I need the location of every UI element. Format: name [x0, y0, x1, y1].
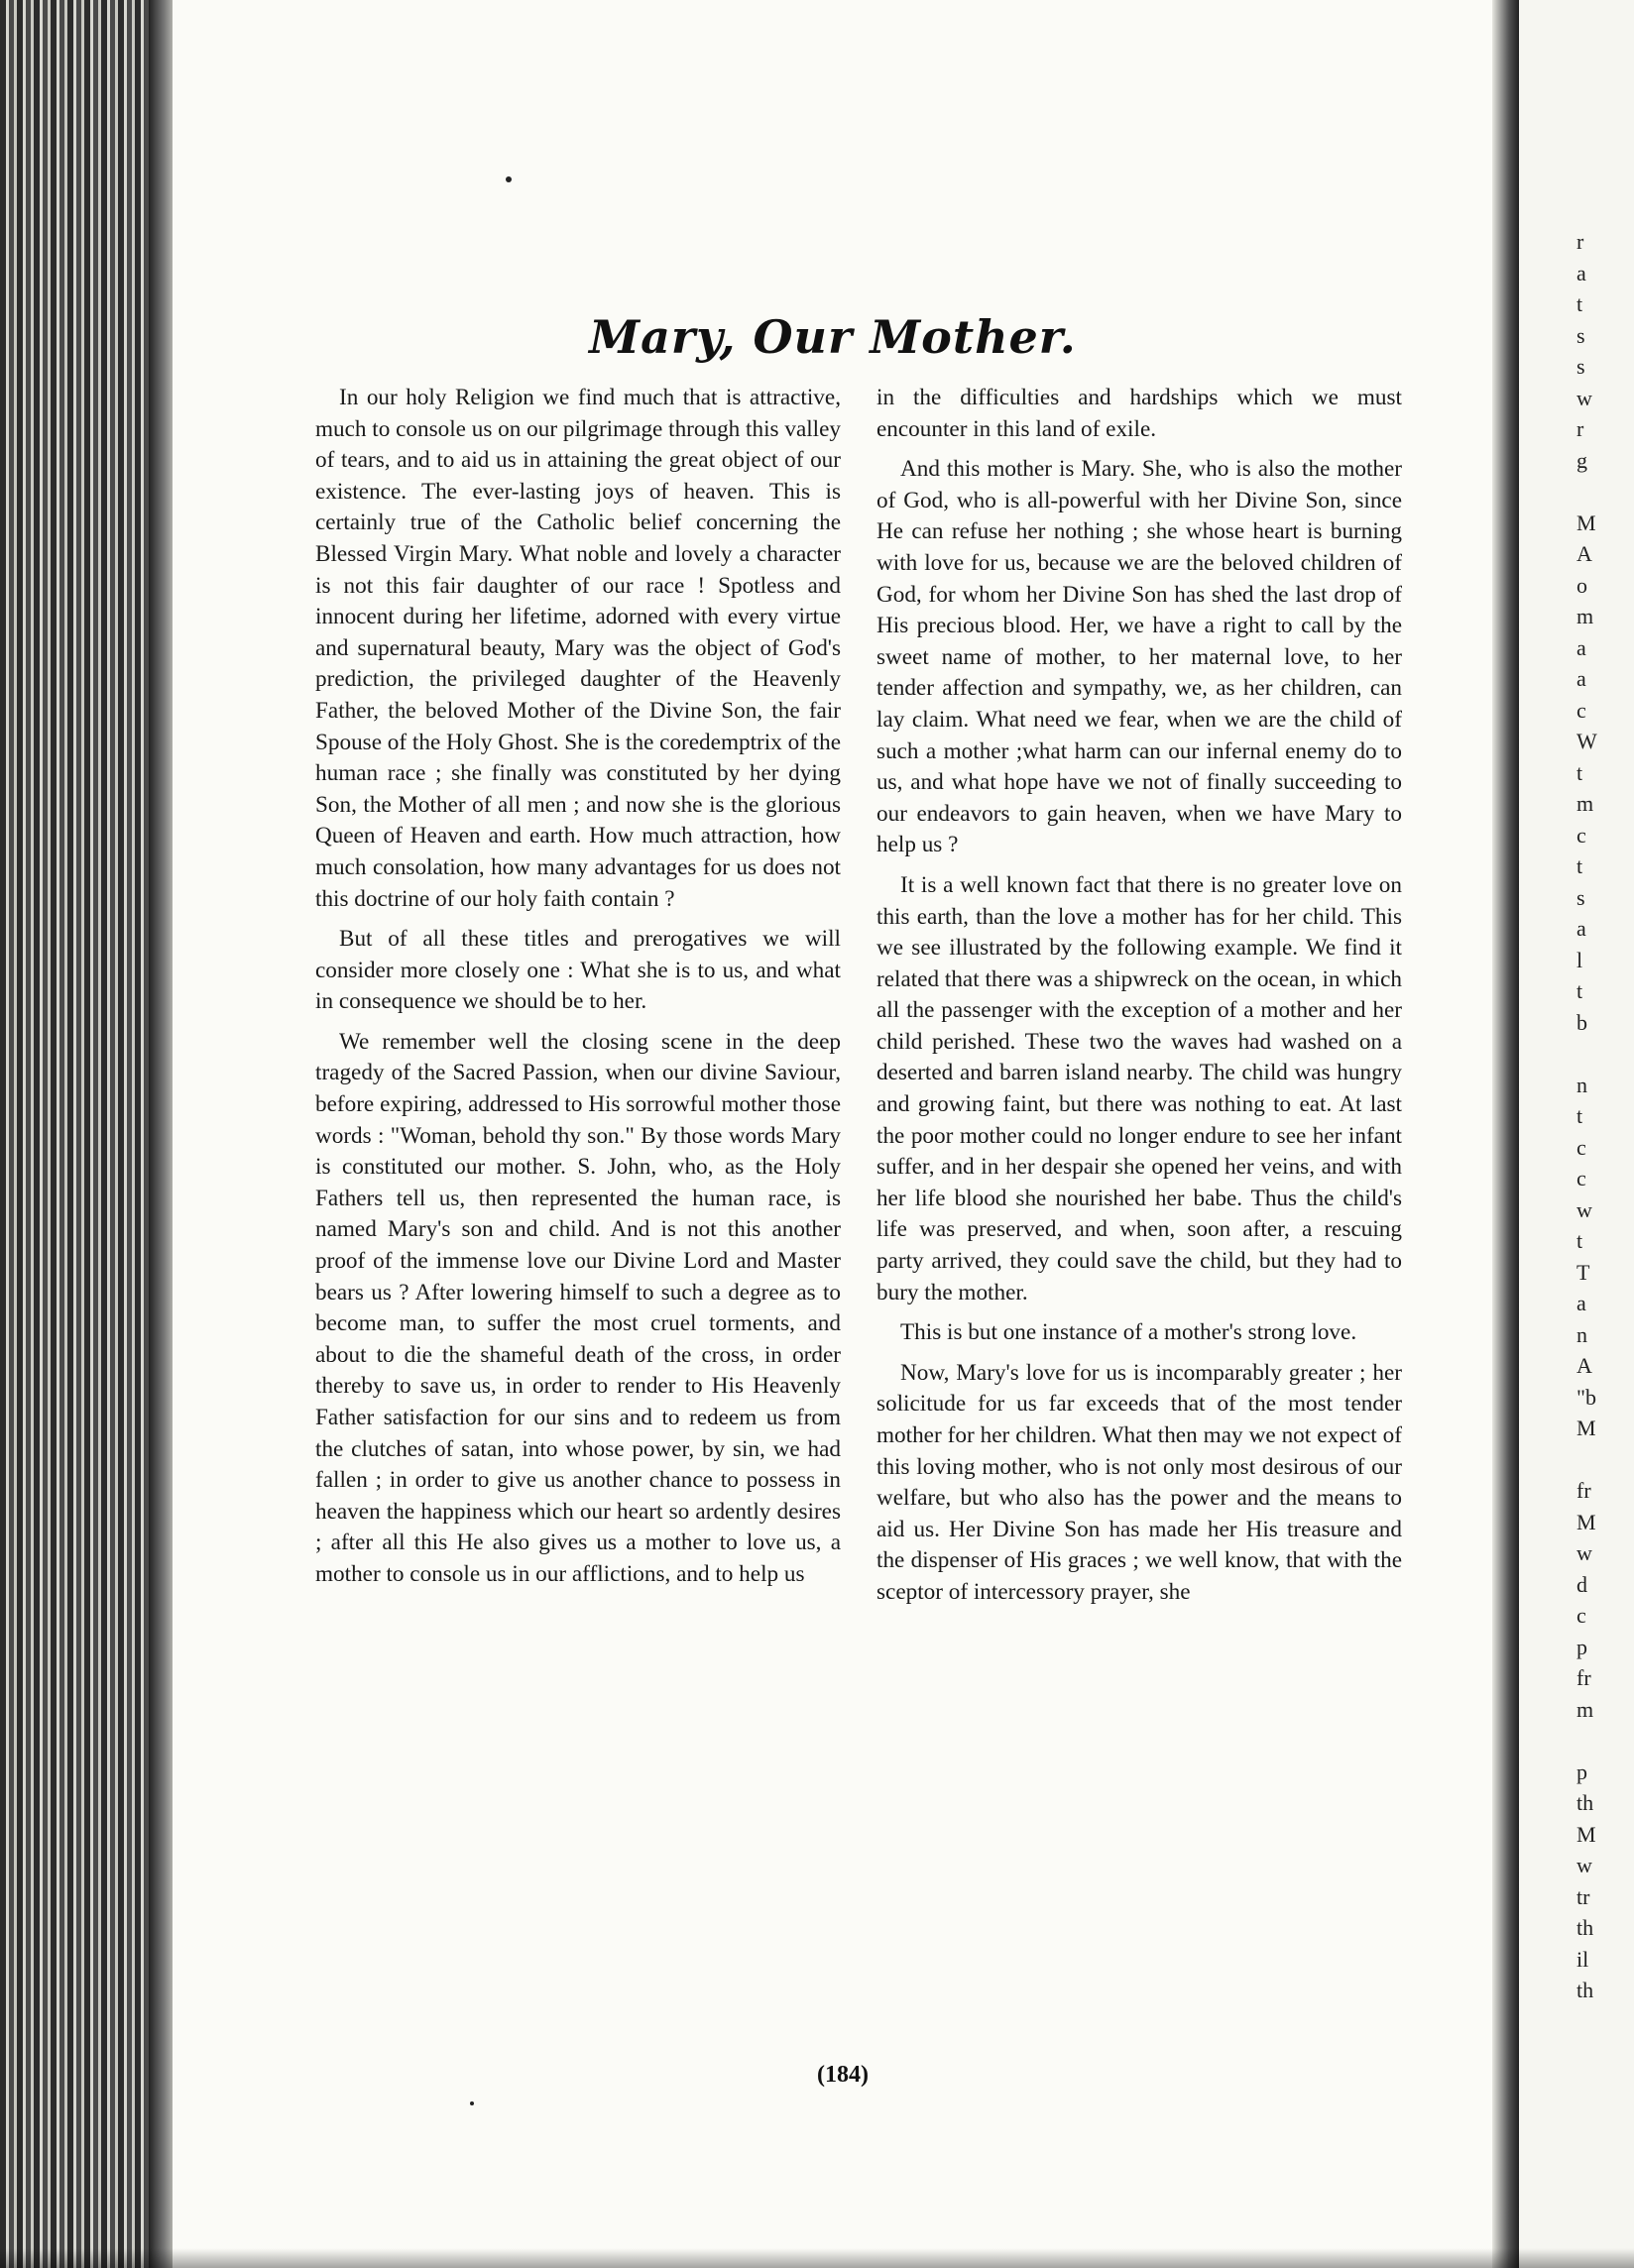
- next-page-text-fragment: r a t s s w r g M A o m a a c W t m c t s a l t b n t c c w t T a n A "b M fr M w d c p fr m p th M w tr th il th: [1576, 229, 1597, 2002]
- paragraph: And this mother is Mary. She, who is also the mother of God, who is all-powerful with her Divine Son, since He can refuse her nothing ; she whose heart is burning with love for us, because we are the beloved children of God, for whom her Divine Son has shed the last drop of His precious blood. Her, we have a right to call by the sweet name of mother, to her maternal love, to her tender affection and sympathy, we, as her children, can lay claim. What need we fear, when we are the child of such a mother ;what harm can our infernal enemy do to us, and what hope have we not of finally succeeding to our endeavors to gain heaven, when we have Mary to help us ?: [876, 456, 1402, 858]
- spine-shadow: [149, 0, 175, 2268]
- book-spine-edges: [0, 0, 169, 2268]
- paragraph: This is but one instance of a mother's strong love.: [900, 1319, 1357, 1346]
- paragraph: in the difficulties and hardships which we must encounter in this land of exile.: [876, 385, 1402, 442]
- paragraph: In our holy Religion we find much that is attractive, much to console us on our pilgrimage through this valley of tears, and to aid us in attaining the great object of our existence. The ever-lasting joys of heaven. This is certainly true of the Catholic belief concerning the Blessed Virgin Mary. What noble and lovely a character is not this fair daughter of our race ! Spotless and innocent during her lifetime, adorned with every virtue and supernatural beauty, Mary was the object of God's prediction, the privileged daughter of the Heavenly Father, the beloved Mother of the Divine Son, the fair Spouse of the Holy Ghost. She is the coredemptrix of the human race ; she finally was constituted by her dying Son, the Mother of all men ; and now she is the glorious Queen of Heaven and earth. How much attraction, how much consolation, how many advantages for us does not this doctrine of our holy faith contain ?: [315, 385, 842, 912]
- page-number: (184): [817, 2062, 869, 2088]
- left-column: [315, 383, 841, 1600]
- article-title: Mary, Our Mother.: [589, 309, 1077, 364]
- book-gutter: [1492, 0, 1522, 2268]
- paragraph: We remember well the closing scene in the deep tragedy of the Sacred Passion, when our divine Saviour, before expiring, addressed to His sorrowful mother those words : "Woman, behold thy son." By those words Mary is constituted our mother. S. John, who, as the Holy Fathers tell us, then represented the human race, is named Mary's son and child. And is not this another proof of the immense love our Divine Lord and Master bears us ? After lowering himself to such a degree as to become man, to suffer the most cruel torments, and about to die the shameful death of the cross, in order thereby to save us, in order to render to His Heavenly Father satisfaction for our sins and to redeem us from the clutches of satan, into whose power, by sin, we had fallen ; in order to give us another chance to possess in heaven the happiness which our heart so ardently desires ; after all this He also gives us a mother to love us, a mother to console us in our afflictions, and to help us: [315, 1028, 841, 1587]
- paragraph: But of all these titles and prerogatives we will consider more closely one : What she is to us, and what in consequence we should be to her.: [315, 926, 841, 1015]
- next-page-edge: [1519, 0, 1634, 2268]
- bottom-shadow: [0, 2248, 1634, 2268]
- ink-speck: [470, 2101, 474, 2105]
- paragraph: It is a well known fact that there is no greater love on this earth, than the love a mother has for her child. This we see illustrated by the following example. We find it related that there was a shipwreck on the ocean, in which all the passenger with the exception of a mother and her child perished. These two the waves had washed on a deserted and barren island nearby. The child was hungry and growing faint, but there was nothing to eat. At last the poor mother could no longer endure to see her infant suffer, and in her despair she opened her veins, and with her life blood she nourished her babe. Thus the child's life was preserved, and when, soon after, a rescuing party arrived, they could save the child, but they had to bury the mother.: [876, 871, 1402, 1305]
- ink-speck: [506, 176, 512, 182]
- right-column: [876, 383, 1402, 1618]
- paragraph: Now, Mary's love for us is incomparably greater ; her solicitude for us far exceeds that of the most tender mother for her children. What then may we not expect of this loving mother, who is not only most desirous of our welfare, but who also has the power and the means to aid us. Her Divine Son has made her His treasure and the dispenser of His graces ; we well know, that with the sceptor of intercessory prayer, she: [876, 1359, 1402, 1605]
